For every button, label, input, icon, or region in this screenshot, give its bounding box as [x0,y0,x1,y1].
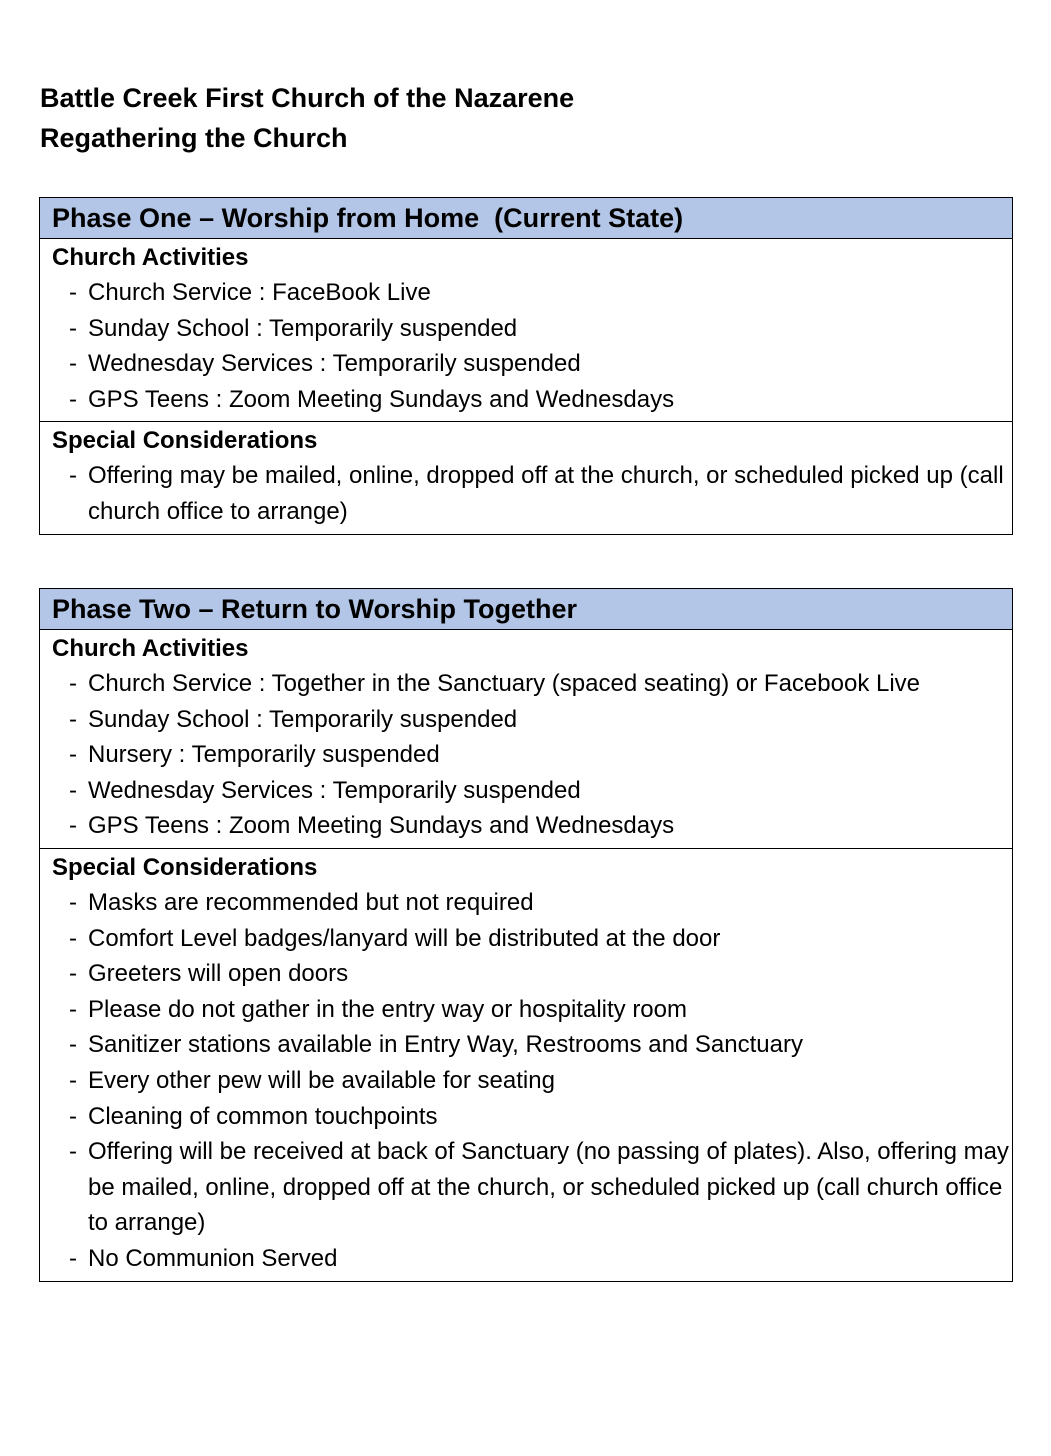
phase-one-header: Phase One – Worship from Home (Current State) [40,198,1012,239]
list-item: - Masks are recommended but not required [52,885,1012,921]
phase-one-considerations-list [52,458,1012,529]
phase-two-considerations-title: Special Considerations [52,853,318,881]
document-title-line-2: Regathering the Church [40,123,348,153]
phase-one-activities-section [40,239,1012,421]
list-item: - No Communion Served [52,1241,1012,1277]
phase-two-considerations-list [52,885,1012,1277]
phase-two-activities-title: Church Activities [52,635,249,662]
list-item: - Greeters will open doors [52,956,1012,992]
list-item: - Offering may be mailed, online, dropped off at the church, or scheduled picked up (call church office to arrange) [52,458,1012,529]
phase-two-header: Phase Two – Return to Worship Together [40,589,1012,630]
list-item: - Nursery : Temporarily suspended [52,737,1012,773]
phase-one-box [39,197,1013,535]
phase-two-activities-section [40,630,1012,848]
phase-two-box [39,588,1013,1282]
list-item: - Sunday School : Temporarily suspended [52,702,1012,738]
phase-two-activities-list [52,666,1012,844]
phase-one-considerations-title: Special Considerations [52,427,318,455]
list-item: - GPS Teens : Zoom Meeting Sundays and Wednesdays [52,808,1012,844]
phase-one-activities-list [52,275,1012,417]
document-title-line-1: Battle Creek First Church of the Nazarene [40,83,575,113]
list-item: - GPS Teens : Zoom Meeting Sundays and Wednesdays [52,382,1012,418]
list-item: - Sanitizer stations available in Entry Way, Restrooms and Sanctuary [52,1027,1012,1063]
phase-one-activities-title: Church Activities [52,244,249,271]
phase-one-considerations-section [40,421,1012,533]
list-item: - Offering will be received at back of Sanctuary (no passing of plates). Also, offering may be mailed, online, dropped off at the church, or scheduled picked up (call church office to arrange) [52,1134,1012,1241]
list-item: - Church Service : Together in the Sanctuary (spaced seating) or Facebook Live [52,666,1012,702]
phase-two-considerations-section [40,848,1012,1281]
list-item: - Church Service : FaceBook Live [52,275,1012,311]
list-item: - Wednesday Services : Temporarily suspended [52,773,1012,809]
list-item: - Comfort Level badges/lanyard will be distributed at the door [52,921,1012,957]
list-item: - Wednesday Services : Temporarily suspended [52,346,1012,382]
list-item: - Cleaning of common touchpoints [52,1099,1012,1135]
list-item: - Every other pew will be available for seating [52,1063,1012,1099]
document-title [40,78,574,158]
list-item: - Sunday School : Temporarily suspended [52,311,1012,347]
list-item: - Please do not gather in the entry way or hospitality room [52,992,1012,1028]
